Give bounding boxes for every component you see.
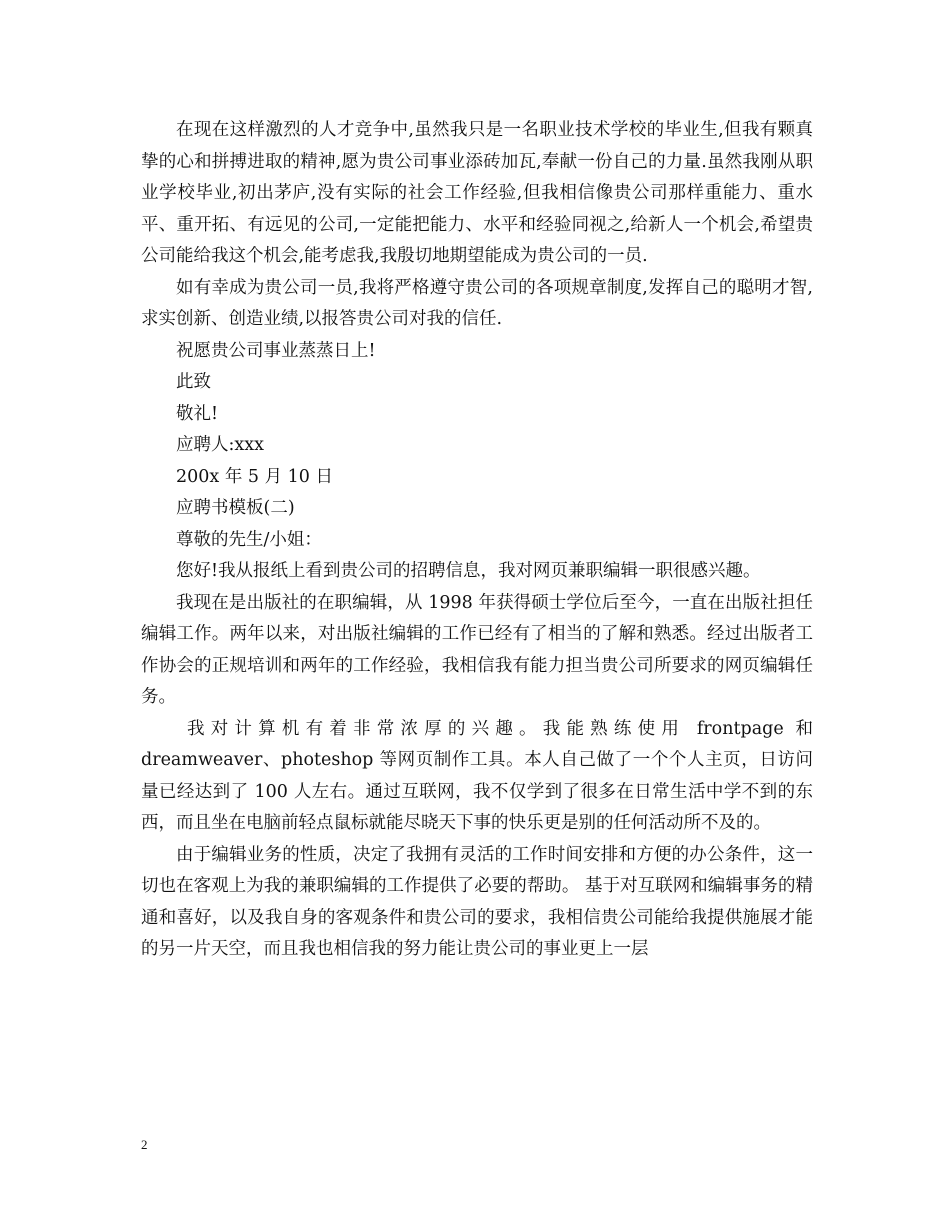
letter-date: 200x 年 5 月 10 日 <box>176 466 333 487</box>
paragraph-skills: 我对计算机有着非常浓厚的兴趣。我能熟练使用 frontpage 和 dreamweaver、photeshop 等网页制作工具。本人自己做了一个个人主页，日访问量已经达到了 100 人左右。通过互联网，我不仅学到了很多在日常生活中学不到的东西，而且坐在电脑前轻点鼠标就能尽晓天下事的快乐更是别的任何活动所不及的。 <box>141 718 813 833</box>
paragraph-1: 在现在这样激烈的人才竞争中,虽然我只是一名职业技术学校的毕业生,但我有颗真挚的心和拼搏进取的精神,愿为贵公司事业添砖加瓦,奉献一份自己的力量.虽然我刚从职业学校毕业,初出茅庐,没有实际的社会工作经验,但我相信像贵公司那样重能力、重水平、重开拓、有远见的公司,一定能把能力、水平和经验同视之,给新人一个机会,希望贵公司能给我这个机会,能考虑我,我殷切地期望能成为贵公司的一员. <box>141 120 813 266</box>
paragraph-conditions: 由于编辑业务的性质，决定了我拥有灵活的工作时间安排和方便的办公条件，这一切也在客观上为我的兼职编辑的工作提供了必要的帮助。 基于对互联网和编辑事务的精通和喜好，以及我自身的客观条件和贵公司的要求，我相信贵公司能给我提供施展才能的另一片天空，而且我也相信我的努力能让贵公司的事业更上一层 <box>141 844 813 959</box>
closing-salutation: 此致 <box>176 372 211 392</box>
paragraph-intro: 您好!我从报纸上看到贵公司的招聘信息，我对网页兼职编辑一职很感兴趣。 <box>176 561 761 581</box>
applicant-signature: 应聘人:xxx <box>176 435 265 455</box>
page-number: 2 <box>141 1137 148 1152</box>
paragraph-3: 祝愿贵公司事业蒸蒸日上! <box>176 340 376 361</box>
document-body <box>141 115 813 966</box>
greeting: 尊敬的先生/小姐： <box>176 529 322 550</box>
paragraph-experience: 我现在是出版社的在职编辑，从 1998 年获得硕士学位后至今，一直在出版社担任编辑工作。两年以来，对出版社编辑的工作已经有了相当的了解和熟悉。经过出版者工作协会的正规培训和两年的工作经验，我相信我有能力担当贵公司所要求的网页编辑任务。 <box>141 592 813 707</box>
section-title: 应聘书模板(二) <box>176 498 295 518</box>
closing-regards: 敬礼! <box>176 403 219 424</box>
paragraph-2: 如有幸成为贵公司一员,我将严格遵守贵公司的各项规章制度,发挥自己的聪明才智,求实创新、创造业绩,以报答贵公司对我的信任. <box>141 277 813 329</box>
